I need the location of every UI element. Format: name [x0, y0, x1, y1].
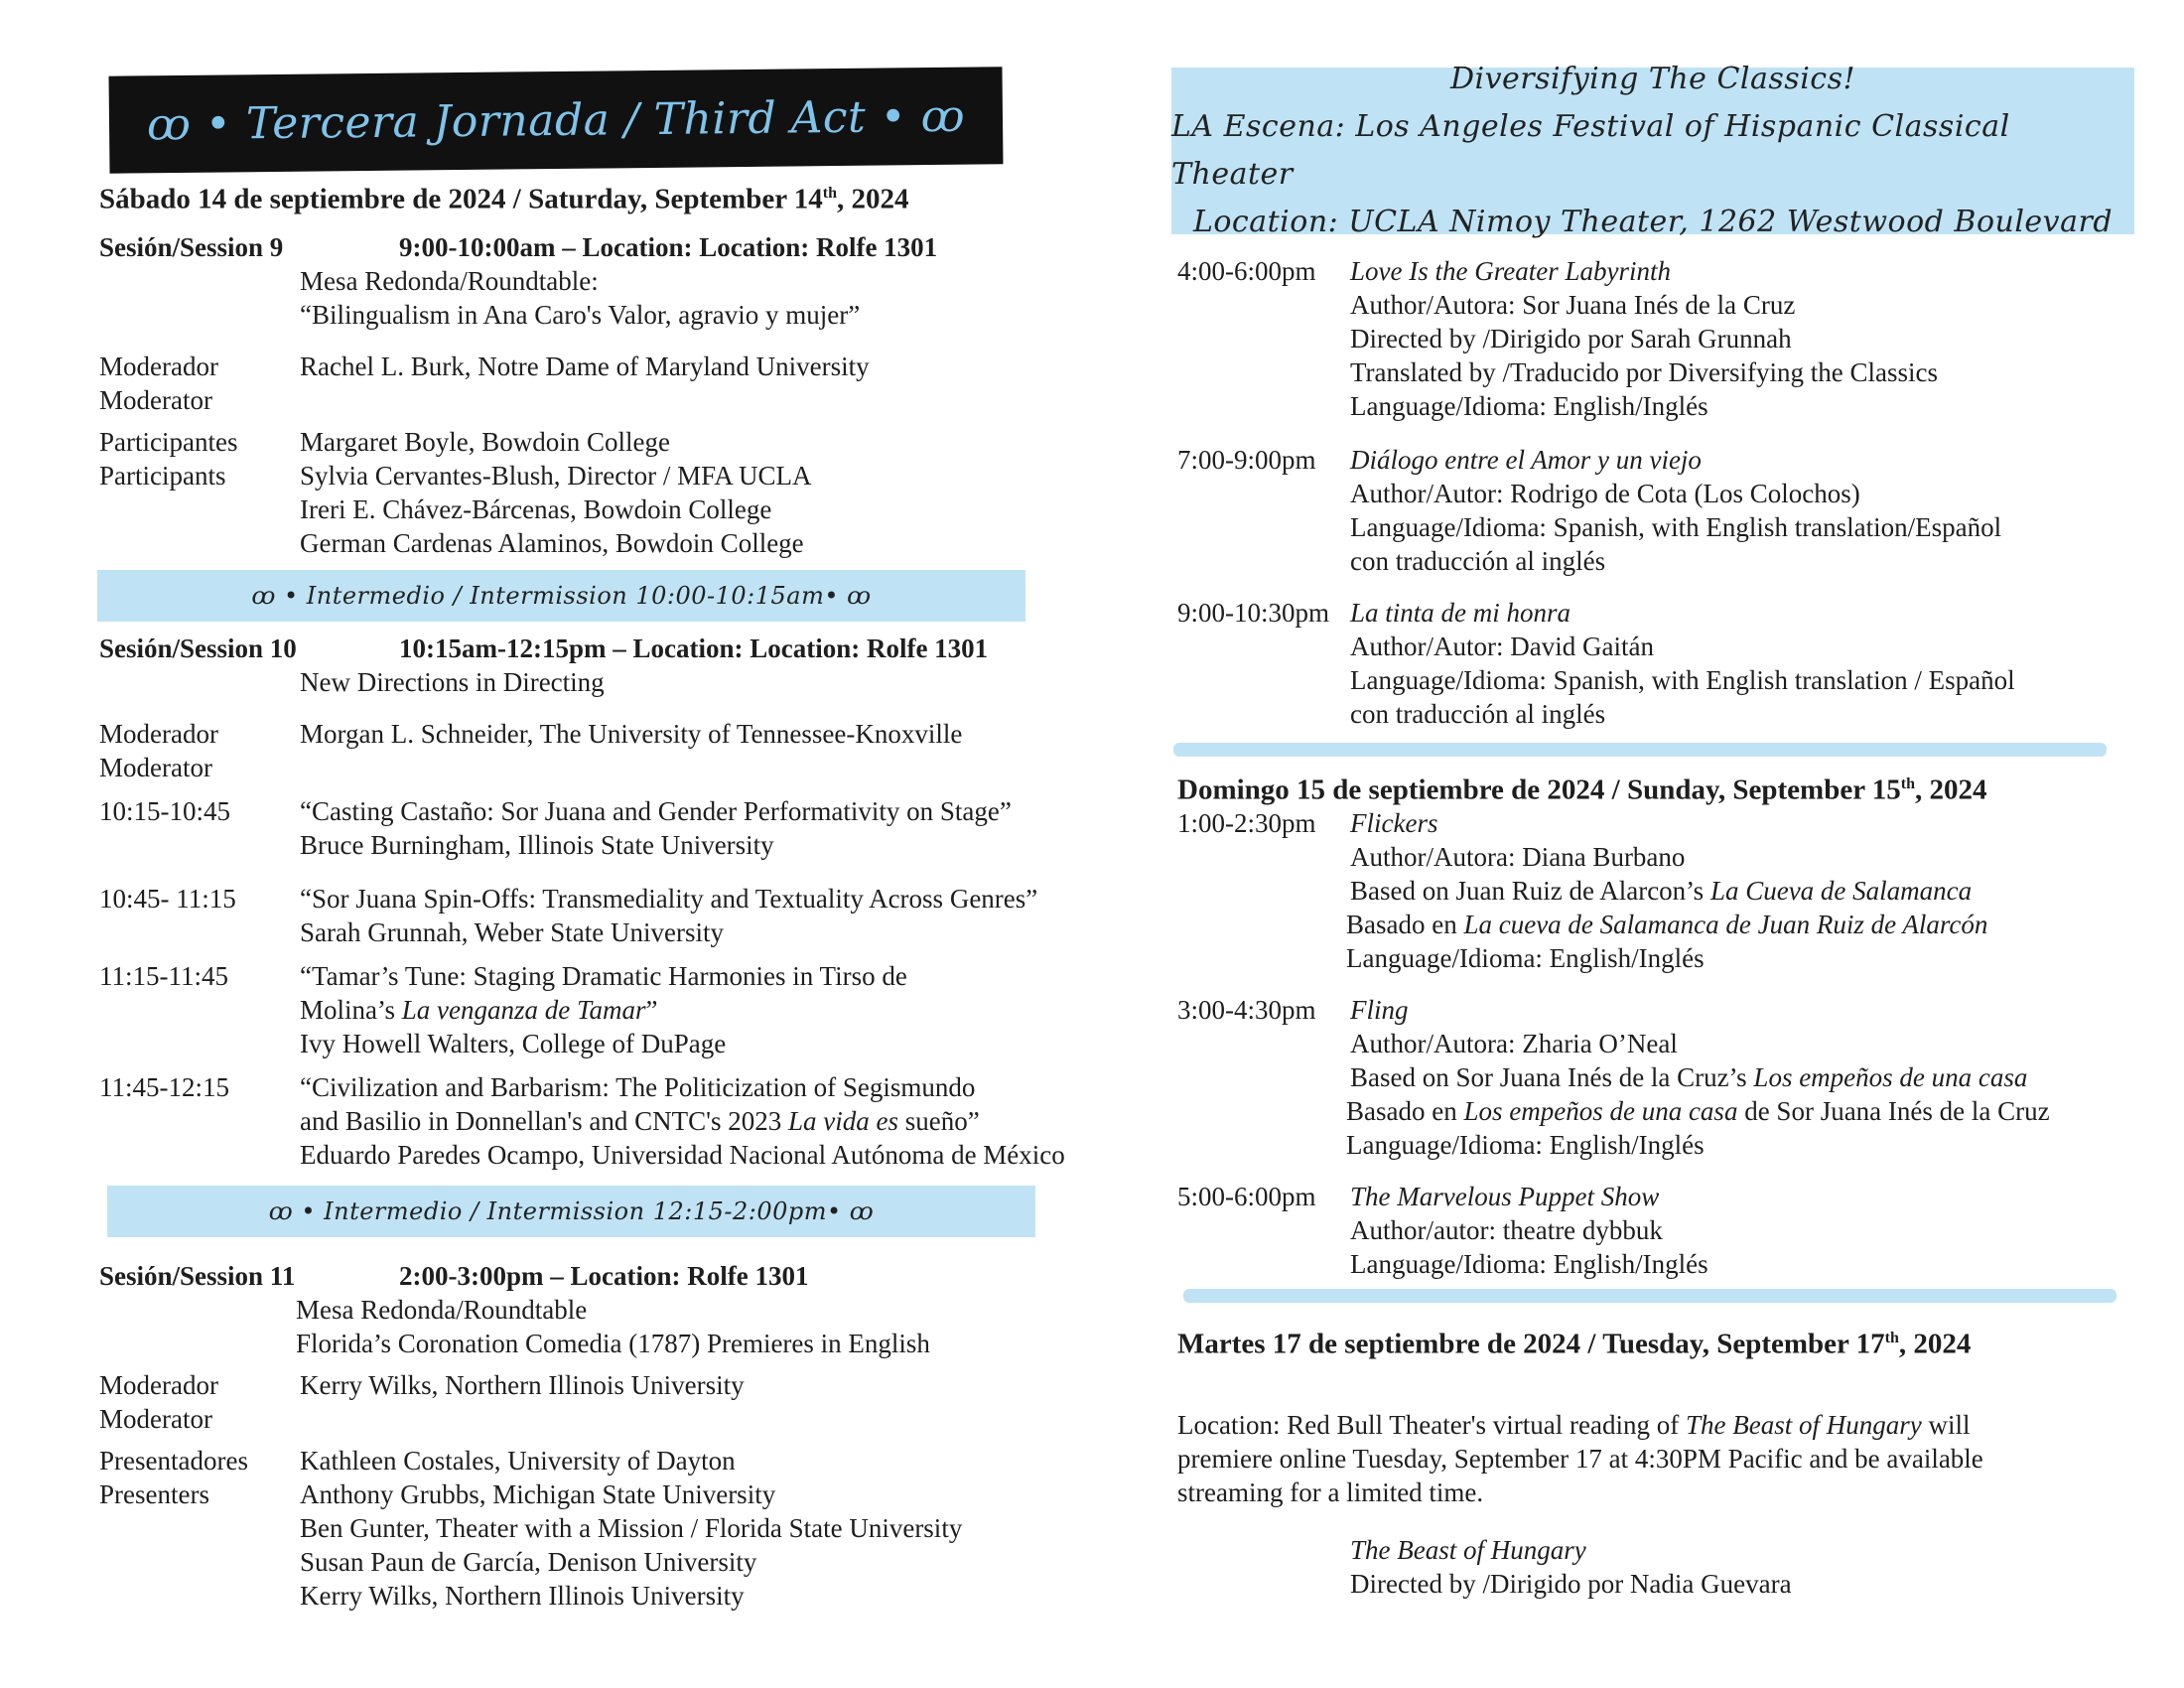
intermission-band-1: ꝏ • Intermedio / Intermission 10:00-10:15am• ꝏ	[97, 570, 1025, 622]
session9-participant: German Cardenas Alaminos, Bowdoin College	[300, 528, 804, 558]
event-time: 7:00-9:00pm	[1177, 445, 1316, 475]
event-time: 5:00-6:00pm	[1177, 1182, 1316, 1211]
festival-banner-line: LA Escena: Los Angeles Festival of Hispanic Classical Theater	[1171, 109, 2010, 192]
session9-moderator: Rachel L. Burk, Notre Dame of Maryland University	[300, 352, 870, 381]
talk-time: 11:45-12:15	[99, 1072, 229, 1102]
event-detail: Author/Autor: Rodrigo de Cota (Los Colochos)	[1350, 479, 1860, 508]
event-title: Fling	[1350, 995, 1409, 1025]
session9-title: “Bilingualism in Ana Caro's Valor, agravio y mujer”	[300, 300, 861, 330]
session11-moderator-label-en: Moderator	[99, 1404, 212, 1434]
session11-presenter: Kerry Wilks, Northern Illinois University	[300, 1581, 745, 1611]
session9-moderator-label-en: Moderator	[99, 385, 212, 415]
event-detail: Language/Idioma: Spanish, with English translation / Español	[1350, 665, 2015, 695]
event-detail: Language/Idioma: English/Inglés	[1346, 943, 1705, 973]
session11-presenter: Susan Paun de García, Denison University	[300, 1547, 757, 1577]
tuesday-paragraph: streaming for a limited time.	[1177, 1477, 1484, 1507]
session9-participants-label-es: Participantes	[99, 427, 238, 457]
session9-type: Mesa Redonda/Roundtable:	[300, 266, 599, 296]
saturday-heading: Sábado 14 de septiembre de 2024 / Saturday, September 14th, 2024	[99, 183, 909, 215]
talk-title-cont: Molina’s La venganza de Tamar”	[300, 995, 658, 1025]
talk-time: 10:15-10:45	[99, 796, 230, 826]
event-detail: Language/Idioma: English/Inglés	[1346, 1130, 1705, 1160]
talk-speaker: Ivy Howell Walters, College of DuPage	[300, 1029, 727, 1058]
session10-title: New Directions in Directing	[300, 667, 605, 697]
third-act-banner-text: ꝏ • Tercera Jornada / Third Act • ꝏ	[146, 90, 966, 150]
event-detail: Based on Sor Juana Inés de la Cruz’s Los empeños de una casa	[1350, 1062, 2028, 1092]
session10-moderator-label-es: Moderador	[99, 719, 218, 749]
event-detail: con traducción al inglés	[1350, 699, 1606, 729]
talk-time: 11:15-11:45	[99, 961, 228, 991]
event-detail: Author/Autora: Zharia O’Neal	[1350, 1029, 1678, 1058]
session9-participant: Sylvia Cervantes-Blush, Director / MFA UCLA	[300, 461, 812, 491]
talk-title: “Tamar’s Tune: Staging Dramatic Harmonies in Tirso de	[300, 961, 907, 991]
tuesday-heading: Martes 17 de septiembre de 2024 / Tuesday, September 17th, 2024	[1177, 1328, 1972, 1360]
session11-presenters-label-es: Presentadores	[99, 1446, 248, 1476]
event-title: La tinta de mi honra	[1350, 598, 1571, 628]
festival-banner-line: Diversifying The Classics!	[1449, 62, 1856, 96]
session10-time: 10:15am-12:15pm – Location: Location: Rolfe 1301	[399, 633, 989, 663]
talk-time: 10:45- 11:15	[99, 884, 236, 914]
session10-moderator-label-en: Moderator	[99, 753, 212, 782]
talk-speaker: Bruce Burningham, Illinois State University	[300, 830, 774, 860]
event-detail: Based on Juan Ruiz de Alarcon’s La Cueva de Salamanca	[1350, 876, 1973, 906]
sunday-heading: Domingo 15 de septiembre de 2024 / Sunday, September 15th, 2024	[1177, 774, 1987, 806]
talk-title: “Casting Castaño: Sor Juana and Gender Performativity on Stage”	[300, 796, 1012, 826]
tuesday-paragraph: Location: Red Bull Theater's virtual reading of The Beast of Hungary will	[1177, 1410, 1971, 1440]
tuesday-paragraph: premiere online Tuesday, September 17 at 4:30PM Pacific and be available	[1177, 1444, 1983, 1474]
event-detail: Directed by /Dirigido por Sarah Grunnah	[1350, 324, 1792, 353]
event-detail: Author/Autora: Sor Juana Inés de la Cruz	[1350, 290, 1796, 320]
event-detail: Language/Idioma: Spanish, with English translation/Español	[1350, 512, 2002, 542]
talk-speaker: Sarah Grunnah, Weber State University	[300, 917, 724, 947]
festival-banner-line: Location: UCLA Nimoy Theater, 1262 Westwood Boulevard	[1192, 205, 2114, 239]
session9-participants-label-en: Participants	[99, 461, 226, 491]
event-detail: Language/Idioma: English/Inglés	[1350, 1249, 1708, 1279]
event-detail: Basado en Los empeños de una casa de Sor Juana Inés de la Cruz	[1346, 1096, 2050, 1126]
session11-presenters-label-en: Presenters	[99, 1479, 209, 1509]
event-detail: Author/Autora: Diana Burbano	[1350, 842, 1686, 872]
session10-label: Sesión/Session 10	[99, 633, 297, 663]
session9-participant: Margaret Boyle, Bowdoin College	[300, 427, 670, 457]
event-detail: Language/Idioma: English/Inglés	[1350, 391, 1708, 421]
talk-speaker: Eduardo Paredes Ocampo, Universidad Nacional Autónoma de México	[300, 1140, 1065, 1170]
third-act-banner	[109, 67, 1004, 173]
event-detail: Author/Autor: David Gaitán	[1350, 632, 1654, 661]
event-time: 1:00-2:30pm	[1177, 808, 1316, 838]
session9-label: Sesión/Session 9	[99, 232, 284, 262]
event-time: 4:00-6:00pm	[1177, 256, 1316, 286]
session11-time: 2:00-3:00pm – Location: Rolfe 1301	[399, 1261, 809, 1291]
talk-title: “Sor Juana Spin-Offs: Transmediality and Textuality Across Genres”	[300, 884, 1038, 914]
session11-presenter: Kathleen Costales, University of Dayton	[300, 1446, 736, 1476]
session11-presenter: Anthony Grubbs, Michigan State University	[300, 1479, 776, 1509]
session11-title: Florida’s Coronation Comedia (1787) Premieres in English	[296, 1329, 930, 1358]
event-title: Diálogo entre el Amor y un viejo	[1350, 445, 1702, 475]
event-time: 9:00-10:30pm	[1177, 598, 1329, 628]
event-title: Love Is the Greater Labyrinth	[1350, 256, 1671, 286]
event-title: Flickers	[1350, 808, 1438, 838]
divider-stripe	[1173, 743, 2107, 757]
session9-moderator-label-es: Moderador	[99, 352, 218, 381]
session11-moderator: Kerry Wilks, Northern Illinois University	[300, 1370, 745, 1400]
session11-label: Sesión/Session 11	[99, 1261, 296, 1291]
festival-banner	[1171, 62, 2134, 239]
session11-type: Mesa Redonda/Roundtable	[296, 1295, 588, 1325]
tuesday-event-title: The Beast of Hungary	[1350, 1535, 1586, 1565]
session11-moderator-label-es: Moderador	[99, 1370, 218, 1400]
session10-moderator: Morgan L. Schneider, The University of Tennessee-Knoxville	[300, 719, 963, 749]
event-detail: Basado en La cueva de Salamanca de Juan Ruiz de Alarcón	[1346, 910, 1988, 939]
event-time: 3:00-4:30pm	[1177, 995, 1316, 1025]
intermission-band-2: ꝏ • Intermedio / Intermission 12:15-2:00pm• ꝏ	[107, 1186, 1035, 1237]
event-detail: Author/autor: theatre dybbuk	[1350, 1215, 1663, 1245]
tuesday-director: Directed by /Dirigido por Nadia Guevara	[1350, 1569, 1792, 1599]
session11-presenter: Ben Gunter, Theater with a Mission / Florida State University	[300, 1513, 963, 1543]
talk-title-cont: and Basilio in Donnellan's and CNTC's 2023 La vida es sueño”	[300, 1106, 980, 1136]
session9-time: 9:00-10:00am – Location: Location: Rolfe 1301	[399, 232, 938, 262]
talk-title: “Civilization and Barbarism: The Politicization of Segismundo	[300, 1072, 976, 1102]
session9-participant: Ireri E. Chávez-Bárcenas, Bowdoin College	[300, 494, 772, 524]
event-detail: Translated by /Traducido por Diversifying the Classics	[1350, 357, 1938, 387]
event-detail: con traducción al inglés	[1350, 546, 1606, 576]
event-title: The Marvelous Puppet Show	[1350, 1182, 1660, 1211]
divider-stripe	[1183, 1289, 2116, 1303]
